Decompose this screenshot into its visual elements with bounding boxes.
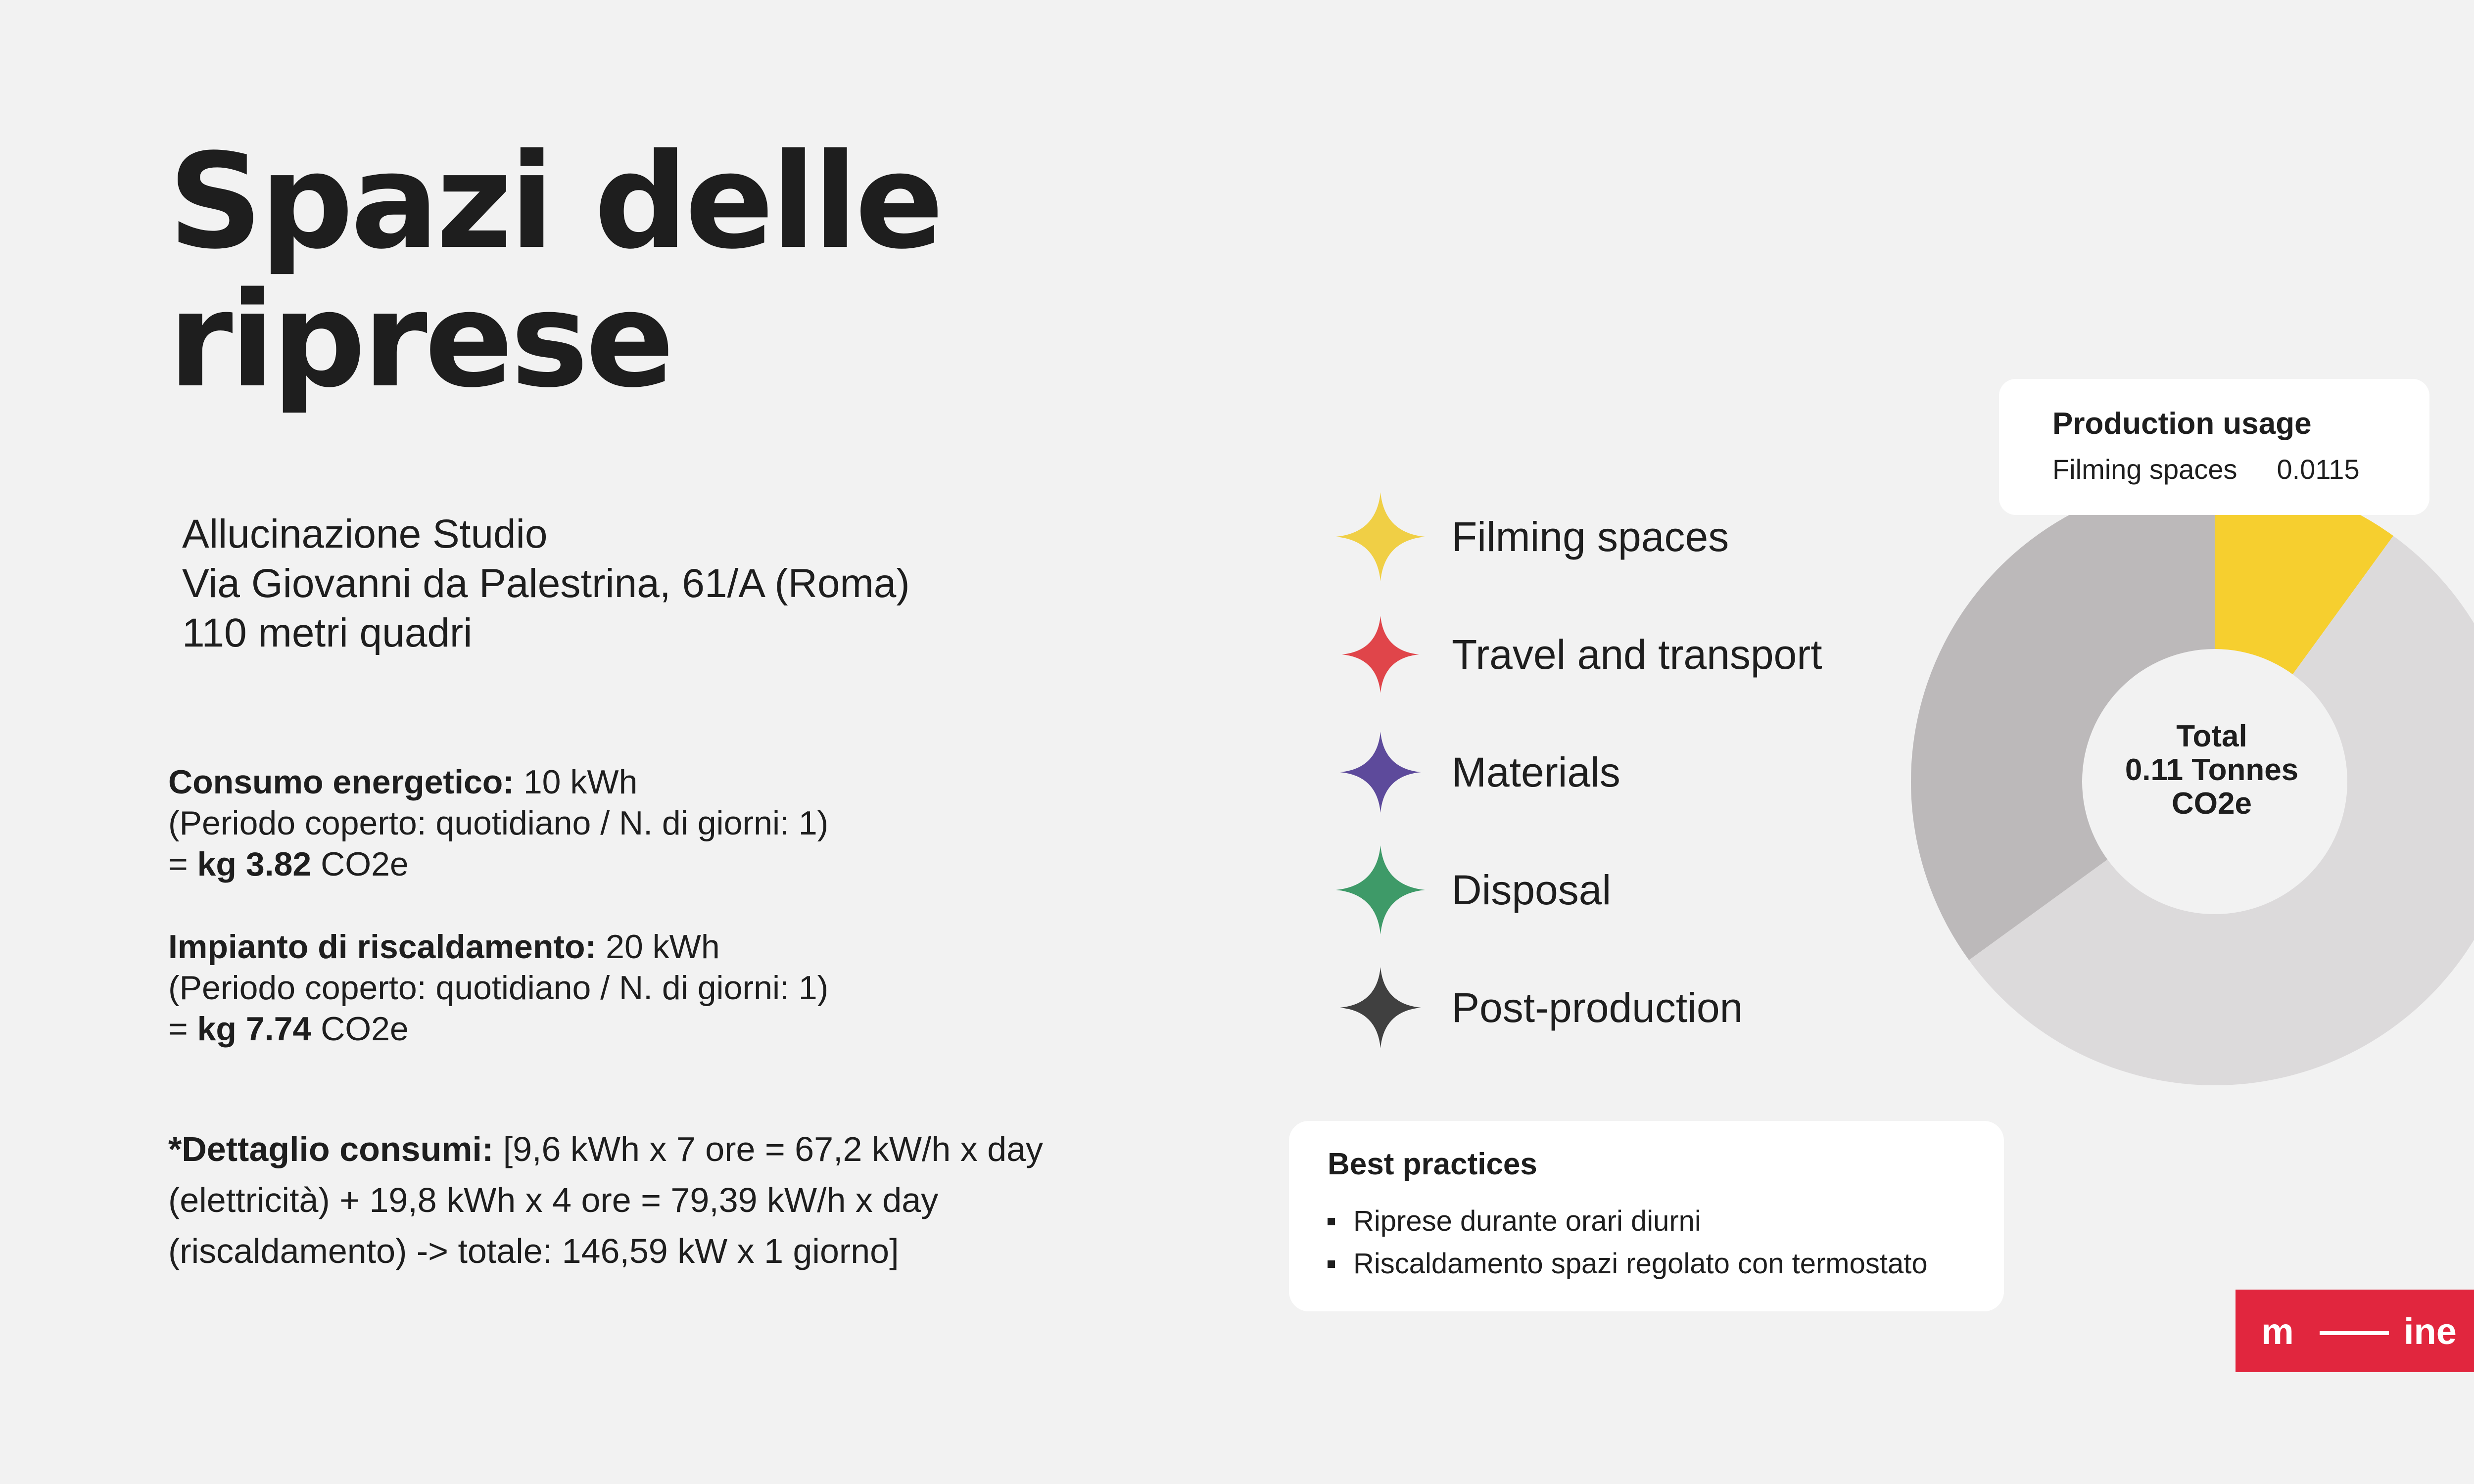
best-practices-card — [1289, 1121, 2004, 1311]
bullet-icon — [1328, 1218, 1335, 1225]
best-practices-list — [1328, 1200, 1928, 1285]
list-item-text: Riprese durante orari diurni — [1353, 1205, 1701, 1237]
legend-label: Disposal — [1452, 867, 1612, 913]
energy-period: (Periodo coperto: quotidiano / N. di giorni: 1) — [168, 804, 829, 842]
heating-label: Impianto di riscaldamento: — [168, 928, 597, 966]
heating-result-prefix: = — [168, 1010, 197, 1048]
usage-card-title: Production usage — [2052, 407, 2312, 441]
sparkle-icon — [1331, 958, 1430, 1057]
heating-period: (Periodo coperto: quotidiano / N. di giorni: 1) — [168, 969, 829, 1007]
donut-center-label — [2078, 720, 2345, 821]
logo-text-left: m — [2261, 1311, 2294, 1352]
energy-result-prefix: = — [168, 845, 197, 883]
consumption-detail — [168, 1124, 1043, 1277]
energy-consumption-block — [168, 762, 828, 885]
sparkle-icon — [1331, 723, 1430, 822]
list-item — [1328, 1200, 1928, 1243]
detail-line-1: [9,6 kWh x 7 ore = 67,2 kW/h x day — [493, 1130, 1044, 1168]
legend-label: Travel and transport — [1452, 631, 1822, 678]
production-usage-card — [1999, 379, 2429, 515]
center-label-line-2: 0.11 Tonnes — [2125, 753, 2299, 787]
heating-block — [168, 927, 828, 1050]
usage-row — [2052, 453, 2360, 485]
logo-dash — [2320, 1331, 2389, 1335]
page-title — [168, 126, 1356, 417]
energy-result-unit: CO2e — [311, 845, 409, 883]
energy-value: 10 kWh — [514, 763, 638, 801]
usage-row-value: 0.0115 — [2277, 454, 2360, 485]
logo-text-right: ine — [2404, 1311, 2457, 1352]
center-label-line-3: CO2e — [2172, 787, 2252, 821]
studio-address — [182, 510, 910, 658]
page-title-line-1: Spazi delle — [168, 126, 941, 278]
heating-result-unit: CO2e — [311, 1010, 409, 1048]
legend-label: Materials — [1452, 749, 1620, 795]
heating-result: kg 7.74 — [197, 1010, 312, 1048]
sparkle-icon — [1331, 487, 1430, 586]
list-item — [1328, 1243, 1928, 1285]
sparkle-icon — [1331, 605, 1430, 704]
heating-value: 20 kWh — [596, 928, 720, 966]
detail-line-3: (riscaldamento) -> totale: 146,59 kW x 1 giorno] — [168, 1232, 899, 1270]
best-practices-title: Best practices — [1328, 1147, 1537, 1181]
detail-label: *Dettaglio consumi: — [168, 1130, 494, 1168]
usage-row-label: Filming spaces — [2052, 454, 2237, 485]
bullet-icon — [1328, 1260, 1335, 1268]
studio-street: Via Giovanni da Palestrina, 61/A (Roma) — [182, 561, 910, 606]
legend-label: Post-production — [1452, 984, 1743, 1031]
studio-name: Allucinazione Studio — [182, 511, 548, 556]
energy-label: Consumo energetico: — [168, 763, 514, 801]
studio-area: 110 metri quadri — [182, 610, 473, 655]
sparkle-icon — [1331, 840, 1430, 939]
energy-result: kg 3.82 — [197, 845, 312, 883]
page-title-line-2: riprese — [168, 264, 672, 417]
list-item-text: Riscaldamento spazi regolato con termostato — [1353, 1248, 1928, 1280]
brand-logo — [2236, 1290, 2474, 1372]
center-label-line-1: Total — [2176, 719, 2247, 753]
legend-label: Filming spaces — [1452, 513, 1729, 560]
detail-line-2: (elettricità) + 19,8 kWh x 4 ore = 79,39 kW/h x day — [168, 1181, 939, 1219]
